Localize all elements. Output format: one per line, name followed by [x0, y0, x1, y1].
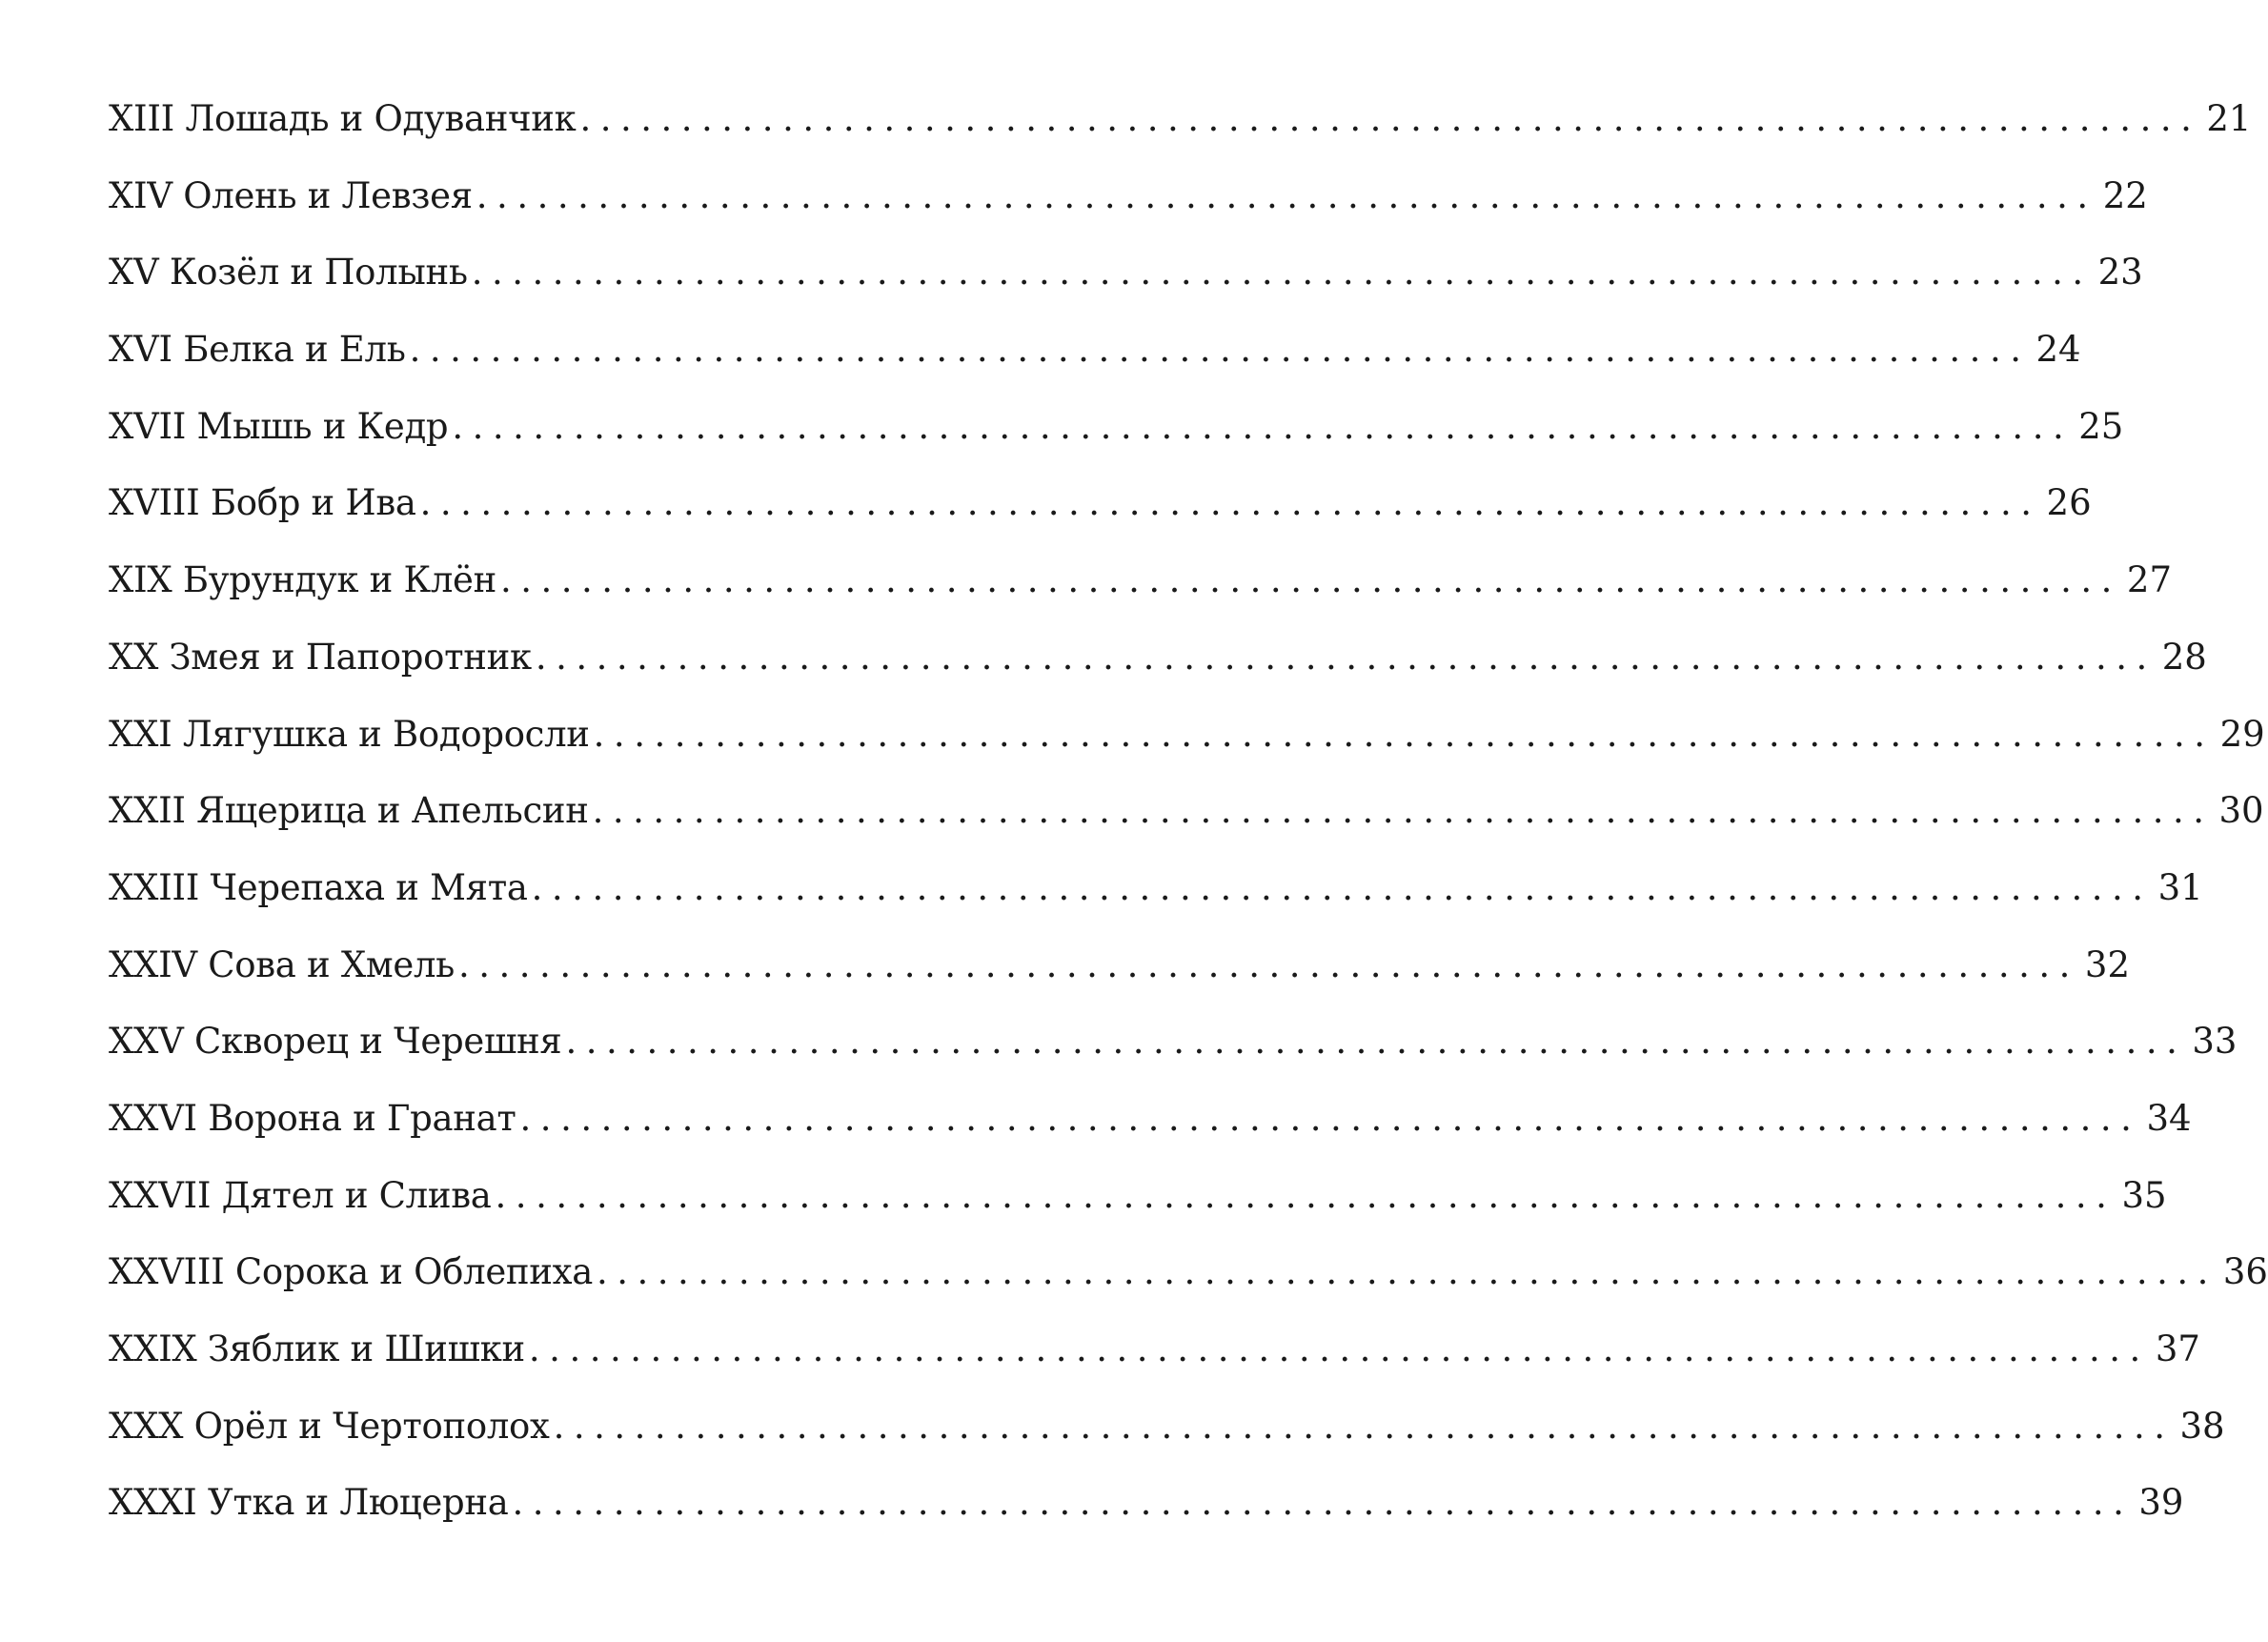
toc-entry-title: XXV Скворец и Черешня	[109, 1021, 562, 1063]
toc-entry-title: XX Змея и Папоротник	[109, 636, 532, 678]
toc-entry-page-number: 29	[2219, 713, 2265, 755]
dot-leader: ................................................................................	[452, 405, 2074, 447]
dot-leader: ................................................................................	[528, 1328, 2150, 1369]
dot-leader: ................................................................................	[512, 1482, 2134, 1524]
toc-entry	[109, 1311, 2200, 1389]
table-of-contents	[109, 81, 2268, 1542]
toc-entry	[109, 1465, 2184, 1542]
toc-entry-page-number: 22	[2102, 174, 2148, 216]
toc-entry-title: XXXI Утка и Люцерна	[109, 1482, 509, 1524]
dot-leader: ................................................................................	[476, 174, 2097, 216]
toc-entry-title: XXVII Дятел и Слива	[109, 1174, 492, 1216]
toc-entry	[109, 81, 2252, 158]
toc-entry-title: XXIX Зяблик и Шишки	[109, 1328, 525, 1369]
toc-entry-title: XIX Бурундук и Клён	[109, 559, 496, 601]
toc-entry-title: XXVIII Сорока и Облепиха	[109, 1251, 593, 1293]
toc-entry-page-number: 25	[2078, 405, 2124, 447]
toc-entry-title: XXI Лягушка и Водоросли	[109, 713, 590, 755]
dot-leader: ................................................................................	[535, 636, 2157, 678]
dot-leader: ................................................................................	[553, 1405, 2175, 1447]
toc-entry-page-number: 36	[2222, 1251, 2268, 1293]
toc-entry-page-number: 26	[2046, 482, 2092, 524]
toc-entry-title: XXVI Ворона и Гранат	[109, 1097, 516, 1139]
toc-entry	[109, 697, 2265, 774]
toc-entry-title: XIII Лошадь и Одуванчик	[109, 98, 577, 139]
dot-leader: ................................................................................	[531, 866, 2153, 908]
toc-entry	[109, 158, 2148, 235]
toc-entry	[109, 619, 2207, 697]
toc-entry-page-number: 33	[2192, 1021, 2238, 1063]
dot-leader: ................................................................................	[519, 1097, 2141, 1139]
dot-leader: ................................................................................	[596, 1251, 2217, 1293]
toc-entry-page-number: 30	[2218, 790, 2264, 832]
toc-entry-page-number: 32	[2084, 943, 2131, 985]
toc-entry-title: XV Козёл и Полынь	[109, 252, 468, 294]
toc-entry-page-number: 38	[2179, 1405, 2225, 1447]
toc-entry	[109, 1234, 2268, 1311]
toc-entry-page-number: 27	[2126, 559, 2172, 601]
toc-entry	[109, 312, 2081, 389]
toc-entry	[109, 234, 2143, 312]
toc-entry-title: XXIV Сова и Хмель	[109, 943, 456, 985]
toc-entry	[109, 773, 2264, 850]
toc-entry-title: XXX Орёл и Чертополох	[109, 1405, 550, 1447]
toc-entry-page-number: 24	[2035, 329, 2081, 371]
toc-entry	[109, 465, 2092, 542]
dot-leader: ................................................................................	[458, 943, 2079, 985]
toc-entry-page-number: 31	[2157, 866, 2203, 908]
dot-leader: ................................................................................	[565, 1021, 2187, 1063]
dot-leader: ................................................................................	[579, 98, 2201, 139]
toc-entry-title: XVI Белка и Ель	[109, 329, 406, 371]
dot-leader: ................................................................................	[495, 1174, 2116, 1216]
toc-entry-title: XXII Ящерица и Апельсин	[109, 790, 589, 832]
toc-entry-page-number: 37	[2155, 1328, 2200, 1369]
toc-entry	[109, 542, 2172, 619]
toc-entry	[109, 1003, 2238, 1081]
toc-entry	[109, 389, 2124, 466]
toc-entry-title: XIV Олень и Левзея	[109, 174, 473, 216]
toc-entry	[109, 927, 2131, 1004]
toc-entry-page-number: 35	[2121, 1174, 2167, 1216]
toc-entry-page-number: 21	[2206, 98, 2252, 139]
toc-entry-title: XXIII Черепаха и Мята	[109, 866, 528, 908]
dot-leader: ................................................................................	[593, 713, 2215, 755]
dot-leader: ................................................................................	[409, 329, 2031, 371]
toc-entry-title: XVII Мышь и Кедр	[109, 405, 449, 447]
dot-leader: ................................................................................	[592, 790, 2214, 832]
toc-entry	[109, 1389, 2225, 1466]
toc-entry	[109, 850, 2203, 927]
dot-leader: ................................................................................	[419, 482, 2041, 524]
dot-leader: ................................................................................	[500, 559, 2121, 601]
toc-entry	[109, 1158, 2167, 1235]
dot-leader: ................................................................................	[471, 252, 2093, 294]
toc-entry-page-number: 34	[2146, 1097, 2192, 1139]
toc-entry-page-number: 28	[2161, 636, 2207, 678]
toc-entry-title: XVIII Бобр и Ива	[109, 482, 416, 524]
toc-entry-page-number: 23	[2097, 252, 2143, 294]
toc-entry	[109, 1081, 2192, 1158]
toc-entry-page-number: 39	[2138, 1482, 2184, 1524]
